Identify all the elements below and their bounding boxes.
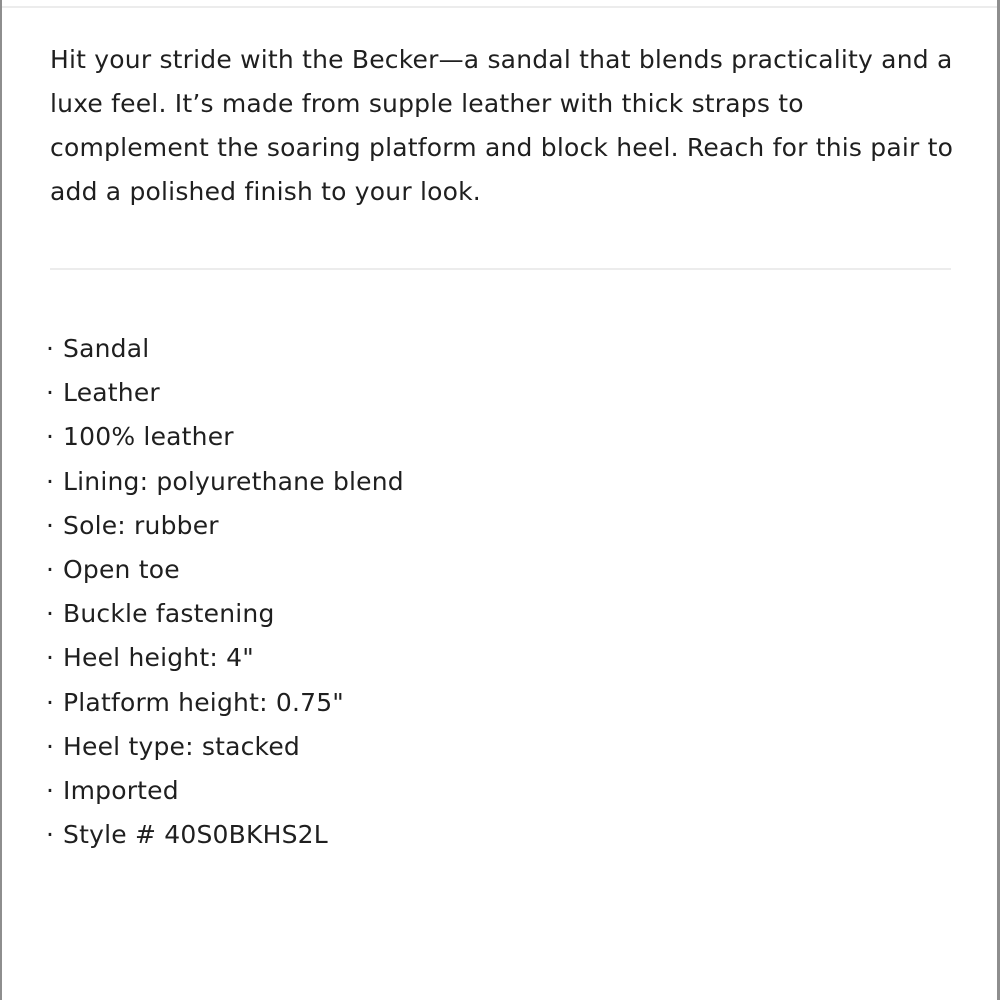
- section-divider: [50, 268, 951, 270]
- detail-text: Platform height: 0.75": [63, 687, 344, 717]
- bullet-icon: ·: [46, 687, 55, 717]
- detail-text: Leather: [63, 378, 160, 408]
- detail-text: Imported: [63, 776, 179, 806]
- list-item: [46, 725, 404, 769]
- list-item: [46, 548, 404, 592]
- list-item: [46, 681, 404, 725]
- detail-text: Heel type: stacked: [63, 731, 300, 761]
- list-item: [46, 504, 404, 548]
- left-border: [0, 0, 2, 1000]
- list-item: [46, 636, 404, 680]
- bullet-icon: ·: [46, 466, 55, 496]
- product-description: Hit your stride with the Becker—a sandal that blends practicality and a luxe feel. It’s made from supple leather with thick straps to complement the soaring platform and block heel. Reach for this pair to add a polished finish to your look.: [50, 45, 954, 206]
- list-item: [46, 415, 404, 459]
- bullet-icon: ·: [46, 510, 55, 540]
- bullet-icon: ·: [46, 422, 55, 452]
- bullet-icon: ·: [46, 820, 55, 850]
- bullet-icon: ·: [46, 599, 55, 629]
- top-divider: [0, 6, 1000, 8]
- bullet-icon: ·: [46, 643, 55, 673]
- product-details-list: [46, 327, 404, 857]
- list-item: [46, 813, 404, 857]
- bullet-icon: ·: [46, 731, 55, 761]
- list-item: [46, 460, 404, 504]
- detail-text: Buckle fastening: [63, 599, 275, 629]
- bullet-icon: ·: [46, 378, 55, 408]
- list-item: [46, 371, 404, 415]
- detail-text: Lining: polyurethane blend: [63, 466, 404, 496]
- detail-text: Heel height: 4": [63, 643, 254, 673]
- bullet-icon: ·: [46, 776, 55, 806]
- detail-text: Sandal: [63, 334, 150, 363]
- bullet-icon: ·: [46, 555, 55, 585]
- detail-text: Style # 40S0BKHS2L: [63, 820, 328, 850]
- detail-text: Open toe: [63, 555, 180, 585]
- detail-text: Sole: rubber: [63, 510, 219, 540]
- list-item: [46, 592, 404, 636]
- list-item: [46, 327, 404, 371]
- bullet-icon: ·: [46, 334, 55, 363]
- list-item: [46, 769, 404, 813]
- detail-text: 100% leather: [63, 422, 234, 452]
